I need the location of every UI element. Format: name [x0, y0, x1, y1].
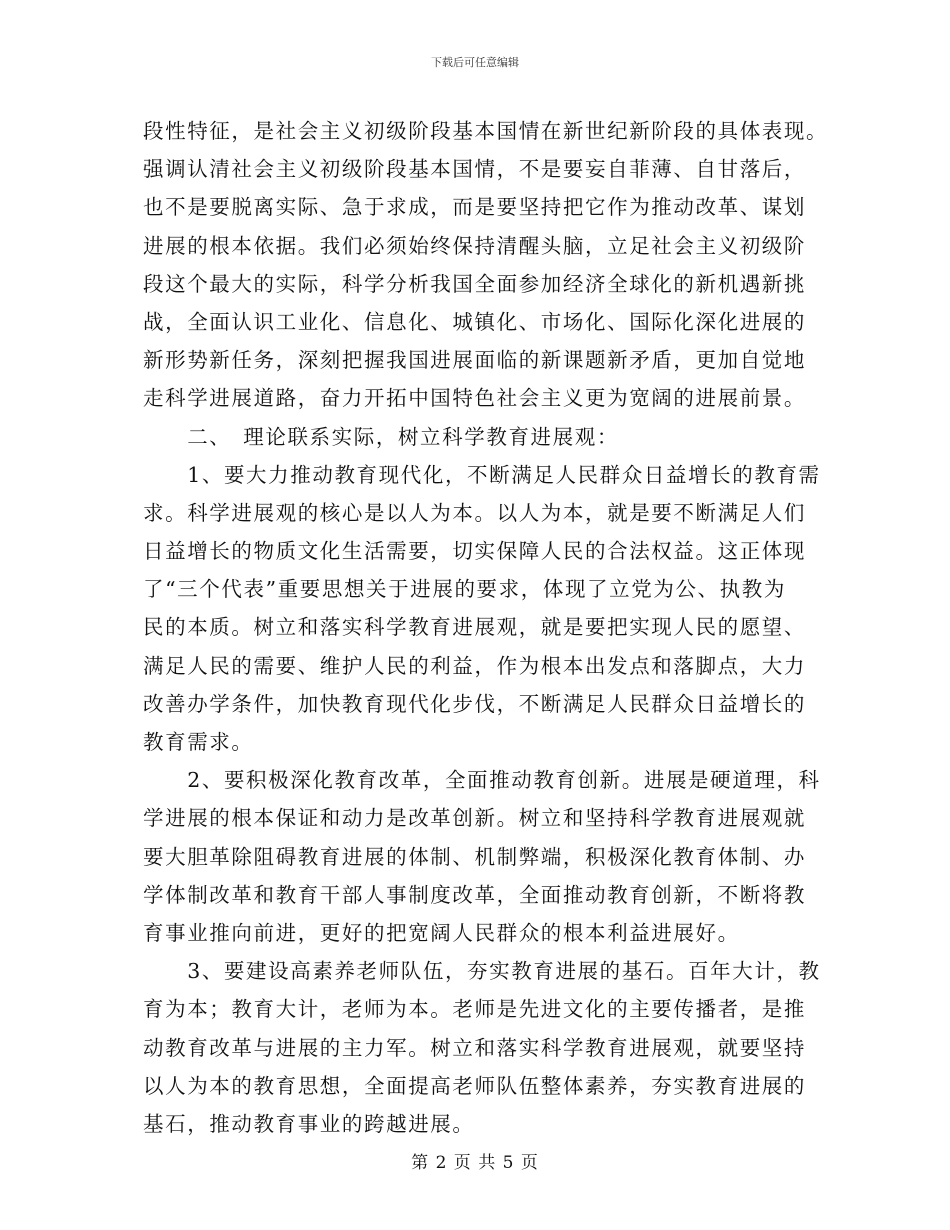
text-line: 日益增长的物质文化生活需要，切实保障人民的合法权益。这正体现: [143, 539, 806, 564]
text-line: 学进展的根本保证和动力是改革创新。树立和坚持科学教育进展观就: [143, 806, 806, 831]
text-line: 走科学进展道路，奋力开拓中国特色社会主义更为宽阔的进展前景。: [143, 386, 806, 411]
text-line: 育为本；教育大计，老师为本。老师是先进文化的主要传播者，是推: [143, 997, 806, 1022]
text-line: 改善办学条件，加快教育现代化步伐，不断满足人民群众日益增长的: [143, 691, 806, 716]
text-line: 求。科学进展观的核心是以人为本。以人为本，就是要不断满足人们: [143, 500, 806, 525]
text-line: 基石，推动教育事业的跨越进展。: [143, 1111, 475, 1136]
page-header: 下载后可任意编辑: [431, 56, 519, 69]
text-line: 民的本质。树立和落实科学教育进展观，就是要把实现人民的愿望、: [143, 615, 806, 640]
text-line: 以人为本的教育思想，全面提高老师队伍整体素养，夯实教育进展的: [143, 1073, 806, 1098]
text-line: 3、要建设高素养老师队伍，夯实教育进展的基石。百年大计，教: [143, 959, 821, 984]
text-line: 新形势新任务，深刻把握我国进展面临的新课题新矛盾，更加自觉地: [143, 348, 806, 373]
text-line: 战，全面认识工业化、信息化、城镇化、市场化、国际化深化进展的: [143, 309, 806, 334]
text-line: 段性特征，是社会主义初级阶段基本国情在新世纪新阶段的具体表现。: [143, 119, 829, 143]
text-line: 教育需求。: [143, 730, 254, 754]
text-line: 动教育改革与进展的主力军。树立和落实科学教育进展观，就要坚持: [143, 1035, 806, 1060]
text-line: 满足人民的需要、维护人民的利益，作为根本出发点和落脚点，大力: [143, 653, 806, 678]
text-line: 也不是要脱离实际、急于求成，而是要坚持把它作为推动改革、谋划: [143, 195, 806, 220]
text-line: 学体制改革和教育干部人事制度改革，全面推动教育创新，不断将教: [143, 882, 806, 907]
text-line: 了“三个代表”重要思想关于进展的要求，体现了立党为公、执教为: [143, 577, 786, 602]
text-line: 育事业推向前进，更好的把宽阔人民群众的根本利益进展好。: [143, 920, 740, 945]
text-line: 段这个最大的实际，科学分析我国全面参加经济全球化的新机遇新挑: [143, 271, 806, 296]
text-line: 2、要积极深化教育改革，全面推动教育创新。进展是硬道理，科: [143, 768, 821, 793]
text-line: 1、要大力推动教育现代化，不断满足人民群众日益增长的教育需: [143, 462, 821, 487]
page-number: 第 2 页 共 5 页: [411, 1153, 539, 1173]
section-heading: 二、 理论联系实际，树立科学教育进展观：: [143, 424, 619, 449]
body-text: [143, 112, 829, 1143]
text-line: 要大胆革除阻碍教育进展的体制、机制弊端，积极深化教育体制、办: [143, 844, 806, 869]
text-line: 强调认清社会主义初级阶段基本国情，不是要妄自菲薄、自甘落后，: [143, 157, 806, 182]
text-line: 进展的根本依据。我们必须始终保持清醒头脑，立足社会主义初级阶: [143, 233, 806, 258]
